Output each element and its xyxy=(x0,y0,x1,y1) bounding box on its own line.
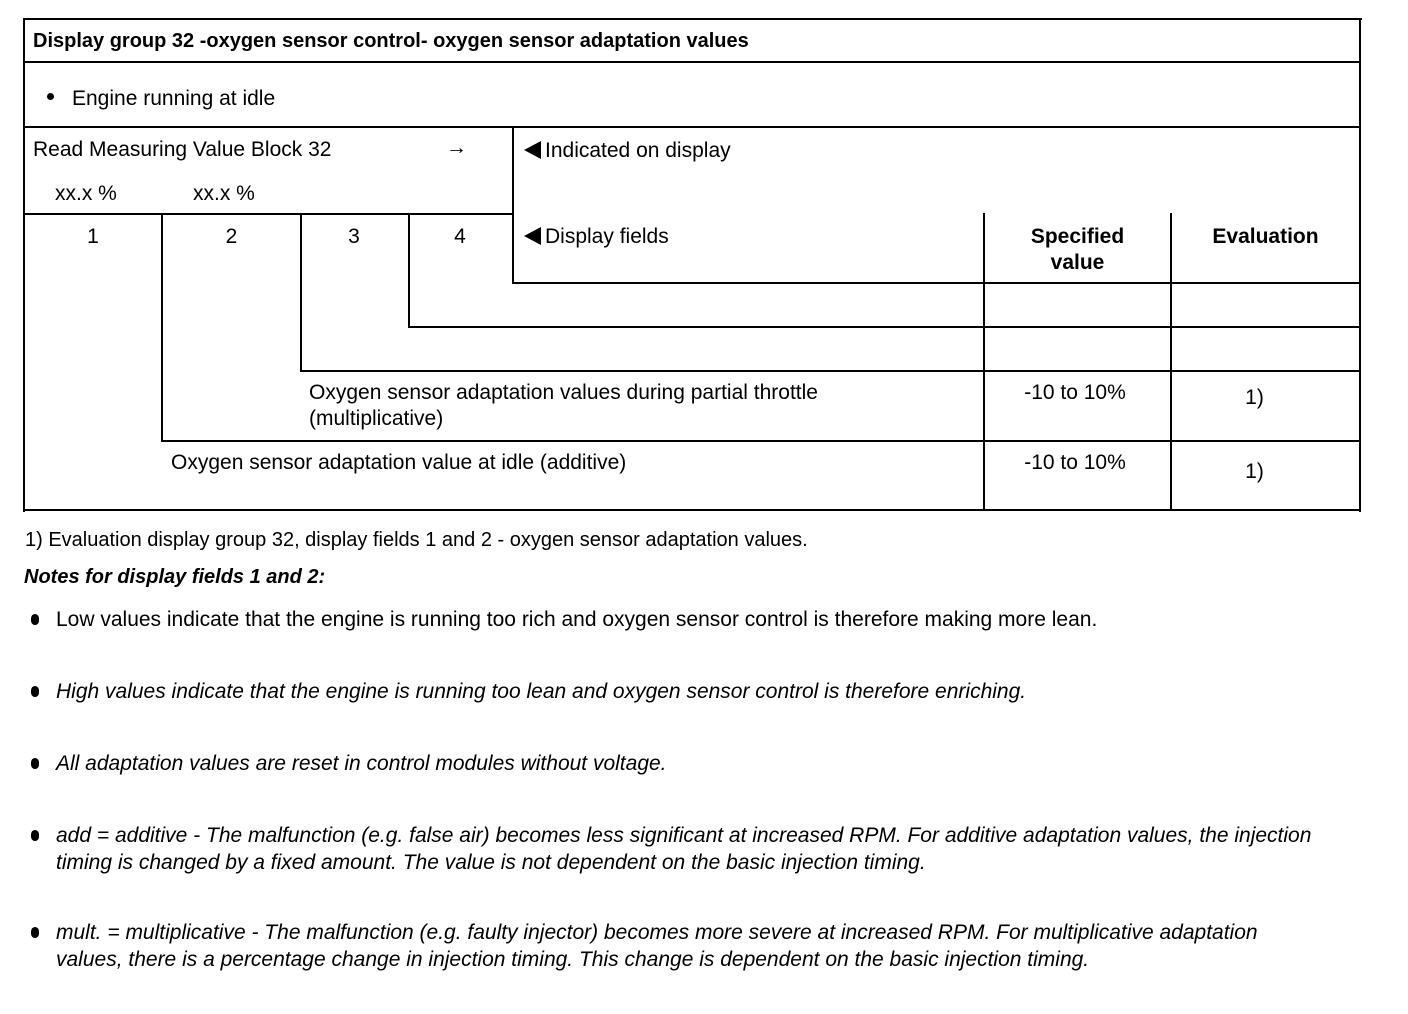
bullet-diamond-icon xyxy=(31,927,39,938)
bullet-diamond-icon xyxy=(31,614,39,625)
specified-value: -10 to 10% xyxy=(1024,451,1126,474)
field-number-4: 4 xyxy=(454,225,466,248)
evaluation-ref: 1) xyxy=(1245,386,1264,409)
display-value-1: xx.x % xyxy=(55,182,117,205)
bullet-diamond-icon xyxy=(31,758,39,769)
display-fields-label: Display fields xyxy=(524,224,669,250)
table-border-right xyxy=(1359,18,1361,512)
triangle-left-icon xyxy=(524,141,541,159)
divider xyxy=(408,326,1361,328)
bullet-diamond-icon xyxy=(31,686,39,697)
specified-value: -10 to 10% xyxy=(1024,381,1126,404)
table-row-description: Oxygen sensor adaptation values during partial throttle (multiplicative) xyxy=(309,381,818,430)
footnote: 1) Evaluation display group 32, display fields 1 and 2 - oxygen sensor adaptation values. xyxy=(25,529,808,551)
bullet-diamond-icon xyxy=(31,830,39,841)
divider xyxy=(23,213,513,215)
evaluation-header: Evaluation xyxy=(1212,225,1319,248)
divider xyxy=(512,282,1361,284)
divider xyxy=(512,126,514,284)
table-border-top xyxy=(23,18,1362,20)
indicated-on-display: Indicated on display xyxy=(524,138,731,164)
field-number-2: 2 xyxy=(225,225,238,248)
divider xyxy=(161,440,1361,442)
specified-value-header: Specified value xyxy=(1030,225,1125,274)
display-value-2: xx.x % xyxy=(193,182,255,205)
divider xyxy=(23,61,1361,63)
read-block-label: Read Measuring Value Block 32 xyxy=(33,138,332,161)
evaluation-ref: 1) xyxy=(1245,460,1264,483)
table-row-description: Oxygen sensor adaptation value at idle (additive) xyxy=(171,451,627,474)
field-number-3: 3 xyxy=(348,225,360,248)
triangle-left-icon xyxy=(524,227,541,245)
bullet-icon xyxy=(47,93,54,100)
note-item: mult. = multiplicative - The malfunction (e.g. faulty injector) becomes more severe at increased RPM. For multiplicative adaptation values, there is a percentage change in injection timing. This change is dependent on the basic injection timing. xyxy=(31,919,1321,973)
arrow-right-icon: → xyxy=(446,136,467,159)
note-item: All adaptation values are reset in control modules without voltage. xyxy=(31,750,1321,777)
note-item: Low values indicate that the engine is running too rich and oxygen sensor control is therefore making more lean. xyxy=(31,606,1321,633)
table-title: Display group 32 -oxygen sensor control- oxygen sensor adaptation values xyxy=(33,30,749,52)
notes-heading: Notes for display fields 1 and 2: xyxy=(24,566,326,588)
note-item: High values indicate that the engine is running too lean and oxygen sensor control is therefore enriching. xyxy=(31,678,1321,705)
divider xyxy=(23,126,1361,128)
table-border-bottom xyxy=(23,509,1361,511)
field-number-1: 1 xyxy=(87,225,99,248)
divider xyxy=(300,370,1361,372)
table-border-left xyxy=(23,18,25,512)
note-item: add = additive - The malfunction (e.g. false air) becomes less significant at increased RPM. For additive adaptation values, the injection timing is changed by a fixed amount. The value is not dependent on the basic injection timing. xyxy=(31,822,1321,876)
test-condition: Engine running at idle xyxy=(47,86,275,112)
